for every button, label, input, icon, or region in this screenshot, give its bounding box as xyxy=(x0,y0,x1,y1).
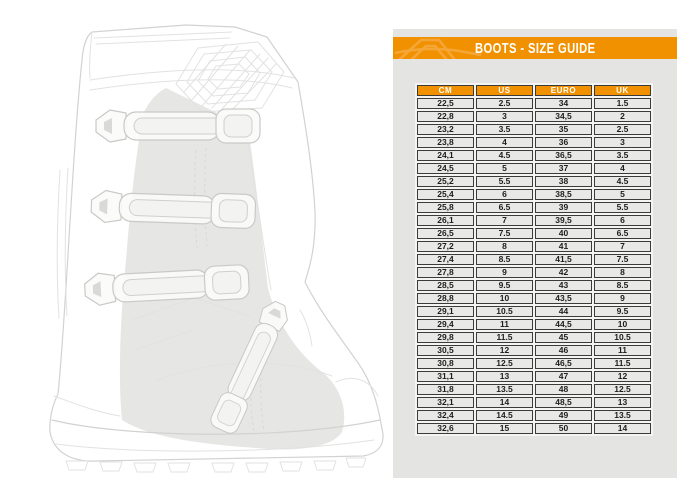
size-cell: 14 xyxy=(476,397,533,408)
size-cell: 14.5 xyxy=(476,410,533,421)
size-cell: 28,8 xyxy=(417,293,474,304)
size-cell: 32,1 xyxy=(417,397,474,408)
size-cell: 6.5 xyxy=(594,228,651,239)
table-row xyxy=(417,397,651,408)
size-cell: 3 xyxy=(476,111,533,122)
size-cell: 39 xyxy=(535,202,592,213)
table-row xyxy=(417,228,651,239)
size-cell: 3.5 xyxy=(476,124,533,135)
column-header: UK xyxy=(594,85,651,96)
motocross-boot-line-drawing-icon xyxy=(36,20,392,475)
table-row xyxy=(417,319,651,330)
table-row xyxy=(417,241,651,252)
size-cell: 48 xyxy=(535,384,592,395)
size-cell: 12.5 xyxy=(594,384,651,395)
size-cell: 47 xyxy=(535,371,592,382)
table-row xyxy=(417,423,651,434)
size-cell: 9.5 xyxy=(476,280,533,291)
size-guide-banner xyxy=(393,37,677,59)
size-cell: 12 xyxy=(594,371,651,382)
size-cell: 27,4 xyxy=(417,254,474,265)
size-cell: 41 xyxy=(535,241,592,252)
size-cell: 13 xyxy=(476,371,533,382)
column-header: CM xyxy=(417,85,474,96)
size-cell: 38,5 xyxy=(535,189,592,200)
size-cell: 15 xyxy=(476,423,533,434)
size-cell: 11.5 xyxy=(594,358,651,369)
size-cell: 13.5 xyxy=(594,410,651,421)
size-cell: 32,6 xyxy=(417,423,474,434)
size-cell: 11 xyxy=(594,345,651,356)
size-cell: 50 xyxy=(535,423,592,434)
size-cell: 31,1 xyxy=(417,371,474,382)
size-cell: 11 xyxy=(476,319,533,330)
size-cell: 34 xyxy=(535,98,592,109)
size-cell: 4 xyxy=(594,163,651,174)
size-cell: 8 xyxy=(476,241,533,252)
size-cell: 2.5 xyxy=(594,124,651,135)
size-cell: 36,5 xyxy=(535,150,592,161)
size-cell: 32,4 xyxy=(417,410,474,421)
size-cell: 26,1 xyxy=(417,215,474,226)
size-cell: 8.5 xyxy=(476,254,533,265)
size-cell: 5 xyxy=(476,163,533,174)
size-cell: 49 xyxy=(535,410,592,421)
size-cell: 37 xyxy=(535,163,592,174)
size-cell: 11.5 xyxy=(476,332,533,343)
size-cell: 23,2 xyxy=(417,124,474,135)
size-cell: 29,1 xyxy=(417,306,474,317)
size-cell: 34,5 xyxy=(535,111,592,122)
size-cell: 8.5 xyxy=(594,280,651,291)
table-row xyxy=(417,332,651,343)
size-table-body xyxy=(417,98,651,434)
size-cell: 10 xyxy=(594,319,651,330)
size-cell: 35 xyxy=(535,124,592,135)
size-cell: 5.5 xyxy=(476,176,533,187)
table-row xyxy=(417,202,651,213)
size-cell: 10 xyxy=(476,293,533,304)
size-cell: 30,8 xyxy=(417,358,474,369)
size-cell: 38 xyxy=(535,176,592,187)
size-cell: 4.5 xyxy=(594,176,651,187)
size-cell: 7.5 xyxy=(594,254,651,265)
size-guide-panel xyxy=(393,29,677,478)
hexagon-panel xyxy=(176,42,284,112)
header-row xyxy=(417,85,651,96)
table-row xyxy=(417,280,651,291)
table-row xyxy=(417,98,651,109)
table-row xyxy=(417,137,651,148)
table-row xyxy=(417,189,651,200)
size-cell: 46 xyxy=(535,345,592,356)
size-cell: 6 xyxy=(594,215,651,226)
size-cell: 12.5 xyxy=(476,358,533,369)
column-header: US xyxy=(476,85,533,96)
size-cell: 31,8 xyxy=(417,384,474,395)
size-cell: 42 xyxy=(535,267,592,278)
size-cell: 44,5 xyxy=(535,319,592,330)
size-cell: 26,5 xyxy=(417,228,474,239)
table-row xyxy=(417,111,651,122)
size-cell: 43,5 xyxy=(535,293,592,304)
size-cell: 44 xyxy=(535,306,592,317)
size-cell: 46,5 xyxy=(535,358,592,369)
table-row xyxy=(417,293,651,304)
size-cell: 43 xyxy=(535,280,592,291)
table-row xyxy=(417,124,651,135)
size-cell: 23,8 xyxy=(417,137,474,148)
buckle-icon xyxy=(96,109,260,143)
size-cell: 12 xyxy=(476,345,533,356)
page-title: BOOTS - SIZE GUIDE xyxy=(474,39,596,57)
column-header: EURO xyxy=(535,85,592,96)
size-cell: 4 xyxy=(476,137,533,148)
size-cell: 13 xyxy=(594,397,651,408)
acerbis-logo-icon xyxy=(395,37,483,59)
size-cell: 7 xyxy=(594,241,651,252)
size-table-header xyxy=(417,85,651,96)
size-cell: 7 xyxy=(476,215,533,226)
size-cell: 3 xyxy=(594,137,651,148)
table-row xyxy=(417,176,651,187)
table-row xyxy=(417,358,651,369)
size-cell: 30,5 xyxy=(417,345,474,356)
size-cell: 27,2 xyxy=(417,241,474,252)
size-cell: 8 xyxy=(594,267,651,278)
table-row xyxy=(417,371,651,382)
size-cell: 25,8 xyxy=(417,202,474,213)
size-cell: 39,5 xyxy=(535,215,592,226)
size-cell: 41,5 xyxy=(535,254,592,265)
size-cell: 9.5 xyxy=(594,306,651,317)
size-cell: 29,4 xyxy=(417,319,474,330)
size-cell: 6.5 xyxy=(476,202,533,213)
table-row xyxy=(417,410,651,421)
size-cell: 25,4 xyxy=(417,189,474,200)
table-row xyxy=(417,254,651,265)
size-cell: 28,5 xyxy=(417,280,474,291)
size-cell: 48,5 xyxy=(535,397,592,408)
size-cell: 2 xyxy=(594,111,651,122)
size-cell: 24,1 xyxy=(417,150,474,161)
size-cell: 5 xyxy=(594,189,651,200)
size-cell: 22,5 xyxy=(417,98,474,109)
size-cell: 24,5 xyxy=(417,163,474,174)
table-row xyxy=(417,150,651,161)
size-cell: 36 xyxy=(535,137,592,148)
size-cell: 6 xyxy=(476,189,533,200)
size-cell: 2.5 xyxy=(476,98,533,109)
size-cell: 9 xyxy=(594,293,651,304)
table-row xyxy=(417,384,651,395)
size-table xyxy=(415,83,653,436)
size-cell: 22,8 xyxy=(417,111,474,122)
table-row xyxy=(417,345,651,356)
size-cell: 10.5 xyxy=(594,332,651,343)
size-cell: 25,2 xyxy=(417,176,474,187)
size-cell: 3.5 xyxy=(594,150,651,161)
size-cell: 13.5 xyxy=(476,384,533,395)
size-cell: 4.5 xyxy=(476,150,533,161)
buckle-icon xyxy=(91,189,256,229)
size-cell: 29,8 xyxy=(417,332,474,343)
table-row xyxy=(417,215,651,226)
size-cell: 7.5 xyxy=(476,228,533,239)
boot-illustration xyxy=(36,20,392,475)
size-cell: 5.5 xyxy=(594,202,651,213)
size-cell: 45 xyxy=(535,332,592,343)
size-cell: 40 xyxy=(535,228,592,239)
size-cell: 10.5 xyxy=(476,306,533,317)
table-row xyxy=(417,163,651,174)
size-cell: 9 xyxy=(476,267,533,278)
size-cell: 14 xyxy=(594,423,651,434)
size-cell: 1.5 xyxy=(594,98,651,109)
table-row xyxy=(417,306,651,317)
size-cell: 27,8 xyxy=(417,267,474,278)
table-row xyxy=(417,267,651,278)
